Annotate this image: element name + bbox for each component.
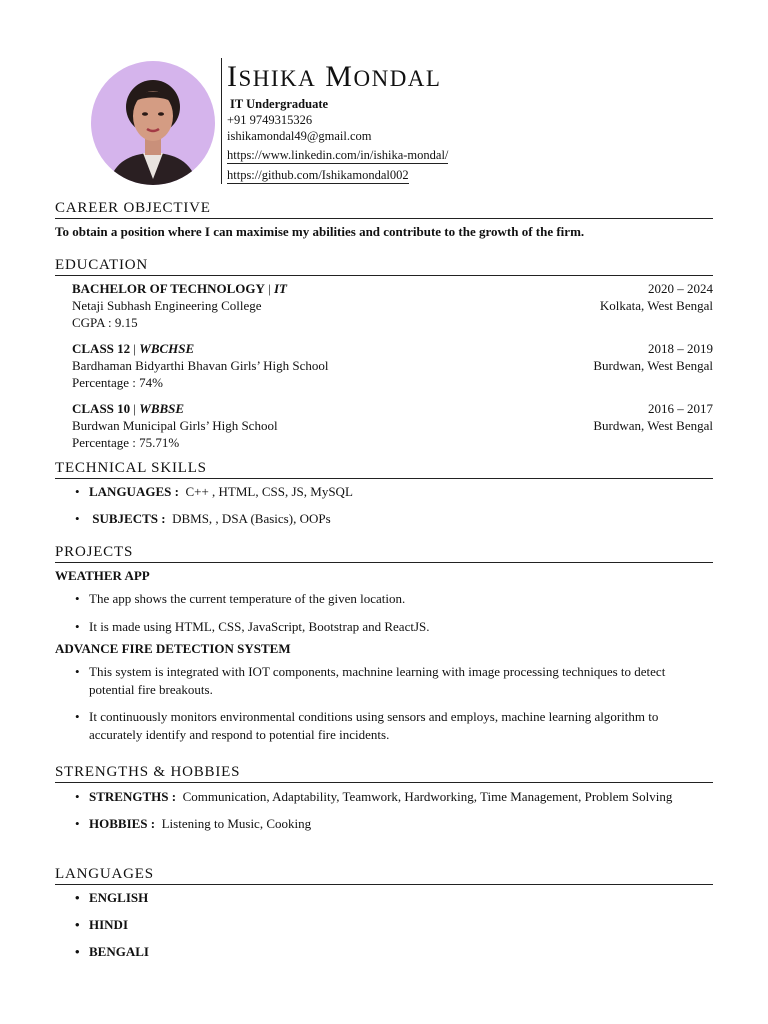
school: Netaji Subhash Engineering College <box>72 298 262 313</box>
projects-section <box>55 543 713 744</box>
list-item: • This system is integrated with IOT components, machnine learning with image processing techniques to detect potential fire breakouts. <box>75 663 713 699</box>
email-address[interactable]: ishikamondal49@gmail.com <box>227 129 372 143</box>
education-entry: CLASS 12 | WBCHSE 2018 – 2019 Bardhaman Bidyarthi Bhavan Girls’ High School Burdwan, West Bengal Percentage : 74% <box>72 341 713 390</box>
degree: BACHELOR OF TECHNOLOGY <box>72 281 265 296</box>
section-title: PROJECTS <box>55 543 713 563</box>
field: WBCHSE <box>139 341 195 356</box>
section-title: TECHNICAL SKILLS <box>55 459 713 479</box>
career-objective-section <box>55 199 713 240</box>
section-title: CAREER OBJECTIVE <box>55 199 713 219</box>
list-item: • BENGALI <box>75 943 713 961</box>
score: Percentage : 75.71% <box>72 435 180 450</box>
list-item <box>75 510 713 528</box>
candidate-subtitle: IT Undergraduate <box>230 97 329 111</box>
strengths-label: STRENGTHS : <box>89 789 177 804</box>
degree: CLASS 10 <box>72 401 131 416</box>
field: IT <box>273 281 287 296</box>
hobbies-value: Listening to Music, Cooking <box>161 816 312 831</box>
years: 2018 – 2019 <box>648 341 713 356</box>
school: Bardhaman Bidyarthi Bhavan Girls’ High School <box>72 358 329 373</box>
candidate-name: ISHIKA MONDAL <box>227 60 442 93</box>
profile-photo <box>91 61 215 185</box>
section-title: STRENGTHS & HOBBIES <box>55 763 713 783</box>
languages-section <box>55 865 713 961</box>
list-item: • It is made using HTML, CSS, JavaScript, Bootstrap and ReactJS. <box>75 618 713 636</box>
career-objective-text: To obtain a position where I can maximise my abilities and contribute to the growth of the firm. <box>55 224 585 239</box>
project-title: ADVANCE FIRE DETECTION SYSTEM <box>55 641 291 656</box>
field: WBBSE <box>139 401 185 416</box>
school: Burdwan Municipal Girls’ High School <box>72 418 278 433</box>
education-section <box>55 256 713 457</box>
list-item <box>75 788 713 806</box>
technical-skills-section <box>55 459 713 528</box>
section-title: EDUCATION <box>55 256 713 276</box>
header-block <box>227 60 448 184</box>
linkedin-link[interactable]: https://www.linkedin.com/in/ishika-mondal/ <box>227 148 449 162</box>
score: CGPA : 9.15 <box>72 315 138 330</box>
skill-label: SUBJECTS : <box>92 511 166 526</box>
education-entry: CLASS 10 | WBBSE 2016 – 2017 Burdwan Municipal Girls’ High School Burdwan, West Bengal Percentage : 75.71% <box>72 401 713 450</box>
profile-portrait-icon <box>91 61 215 185</box>
location: Burdwan, West Bengal <box>593 358 713 373</box>
skill-value: DBMS, , DSA (Basics), OOPs <box>172 511 331 526</box>
strengths-value: Communication, Adaptability, Teamwork, Hardworking, Time Management, Problem Solving <box>182 789 673 804</box>
degree: CLASS 12 <box>72 341 131 356</box>
phone-number: +91 9749315326 <box>227 113 313 127</box>
score: Percentage : 74% <box>72 375 163 390</box>
project-title: WEATHER APP <box>55 568 150 583</box>
location: Kolkata, West Bengal <box>599 298 713 313</box>
hobbies-label: HOBBIES : <box>89 816 156 831</box>
github-link[interactable]: https://github.com/Ishikamondal002 <box>227 168 409 182</box>
list-item: • The app shows the current temperature of the given location. <box>75 590 713 608</box>
years: 2020 – 2024 <box>648 281 713 296</box>
education-entry: BACHELOR OF TECHNOLOGY | IT 2020 – 2024 Netaji Subhash Engineering College Kolkata, West Bengal CGPA : 9.15 <box>72 281 713 330</box>
list-item <box>75 483 713 501</box>
strengths-hobbies-section <box>55 763 713 833</box>
skill-value: C++ , HTML, CSS, JS, MySQL <box>185 484 353 499</box>
list-item: • It continuously monitors environmental conditions using sensors and employs, machine learning algorithm to accurately identify and respond to potential fire incidents. <box>75 708 713 744</box>
section-title: LANGUAGES <box>55 865 713 885</box>
list-item: • ENGLISH <box>75 889 713 907</box>
header-divider <box>221 58 222 184</box>
list-item: • HINDI <box>75 916 713 934</box>
years: 2016 – 2017 <box>648 401 713 416</box>
location: Burdwan, West Bengal <box>593 418 713 433</box>
list-item <box>75 815 713 833</box>
skill-label: LANGUAGES : <box>89 484 179 499</box>
